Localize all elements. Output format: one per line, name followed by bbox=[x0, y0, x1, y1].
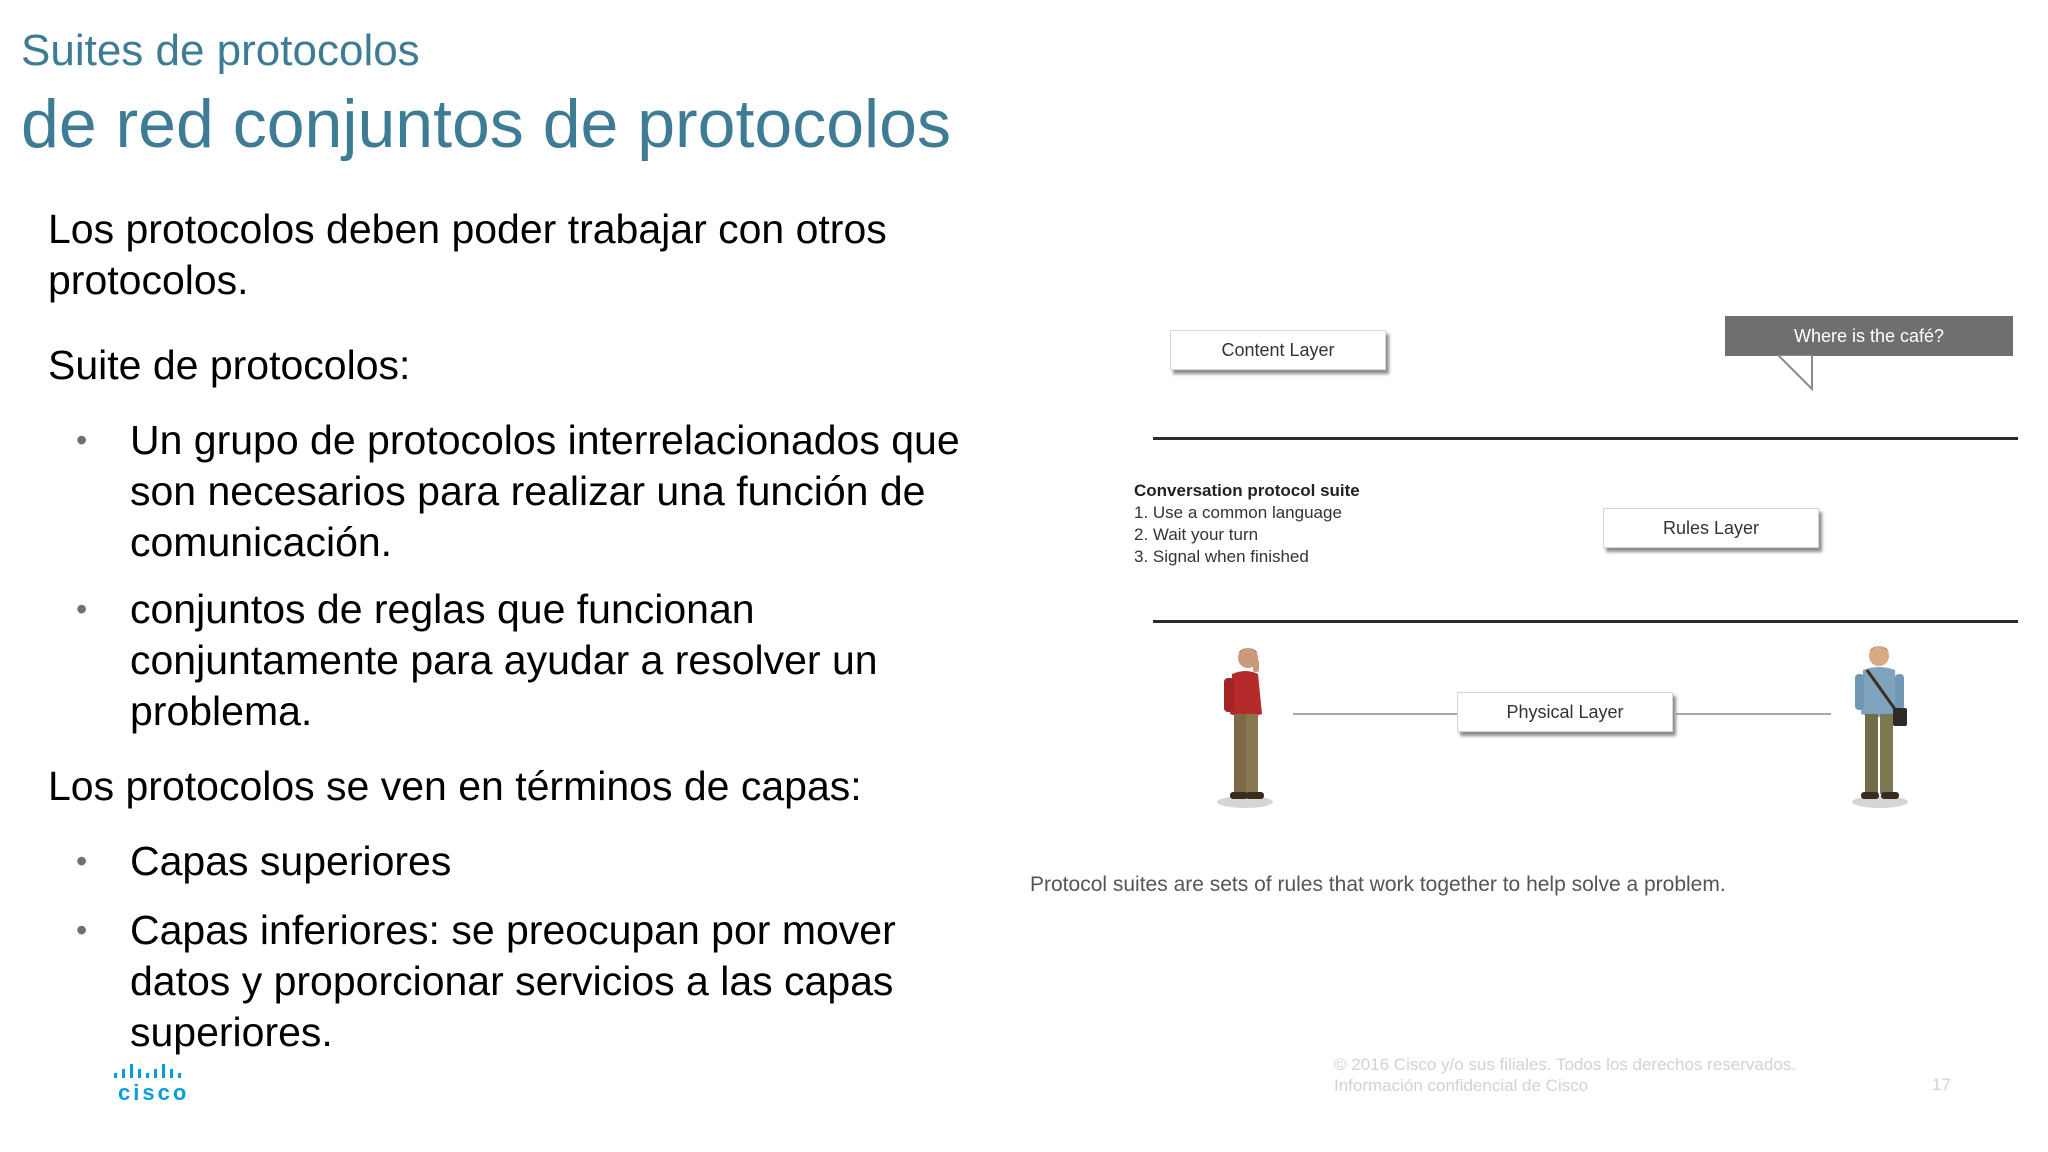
speech-bubble-tail-icon bbox=[1776, 355, 1816, 391]
rules-layer-box: Rules Layer bbox=[1603, 508, 1819, 548]
bullet-icon: • bbox=[76, 843, 88, 879]
suite-item: 1. Use a common language bbox=[1134, 503, 1342, 522]
layer-divider-top bbox=[1153, 437, 2018, 440]
list-item: • conjuntos de reglas que funcionan conjuntamente para ayudar a resolver un problema. bbox=[76, 586, 878, 734]
physical-link-right bbox=[1676, 713, 1831, 715]
physical-link-left bbox=[1293, 713, 1458, 715]
slide-subtitle: Suites de protocolos bbox=[21, 26, 420, 75]
list-item: • Un grupo de protocolos interrelacionados que son necesarios para realizar una función de comunicación. bbox=[76, 417, 960, 565]
person-right-icon bbox=[1845, 642, 1915, 812]
suite-item: 2. Wait your turn bbox=[1134, 525, 1259, 544]
physical-layer-box: Physical Layer bbox=[1457, 692, 1673, 732]
list-item: • Capas superiores bbox=[48, 836, 968, 887]
suite-heading: Conversation protocol suite bbox=[1134, 481, 1360, 500]
paragraph-protocols-work-together: Los protocolos deben poder trabajar con otros protocolos. bbox=[48, 206, 887, 303]
conversation-suite-list bbox=[1134, 480, 1360, 568]
bullet-icon: • bbox=[76, 591, 88, 627]
speech-bubble: Where is the café? bbox=[1725, 316, 2013, 356]
copyright-notice: © 2016 Cisco y/o sus filiales. Todos los derechos reservados. Información confidencial de Cisco bbox=[1334, 1055, 1796, 1095]
paragraph-suite-heading: Suite de protocolos: bbox=[48, 342, 411, 388]
diagram-caption: Protocol suites are sets of rules that work together to help solve a problem. bbox=[1030, 873, 1726, 896]
page-number: 17 bbox=[1932, 1075, 1951, 1094]
bullet-list-layers bbox=[48, 836, 968, 1058]
bullet-icon: • bbox=[76, 422, 88, 458]
slide-body bbox=[48, 204, 968, 1058]
bullet-list-suite bbox=[48, 415, 968, 737]
content-layer-box: Content Layer bbox=[1170, 330, 1386, 370]
list-item: • Capas inferiores: se preocupan por mover datos y proporcionar servicios a las capas superiores. bbox=[76, 907, 896, 1055]
person-left-icon bbox=[1210, 642, 1280, 812]
layer-divider-bottom bbox=[1153, 620, 2018, 623]
bullet-icon: • bbox=[76, 912, 88, 948]
cisco-logo-text: cisco bbox=[118, 1080, 190, 1105]
suite-item: 3. Signal when finished bbox=[1134, 547, 1309, 566]
slide-title: de red conjuntos de protocolos bbox=[21, 86, 951, 162]
cisco-logo-icon bbox=[114, 1064, 194, 1080]
paragraph-layers-heading: Los protocolos se ven en términos de capas: bbox=[48, 763, 862, 809]
